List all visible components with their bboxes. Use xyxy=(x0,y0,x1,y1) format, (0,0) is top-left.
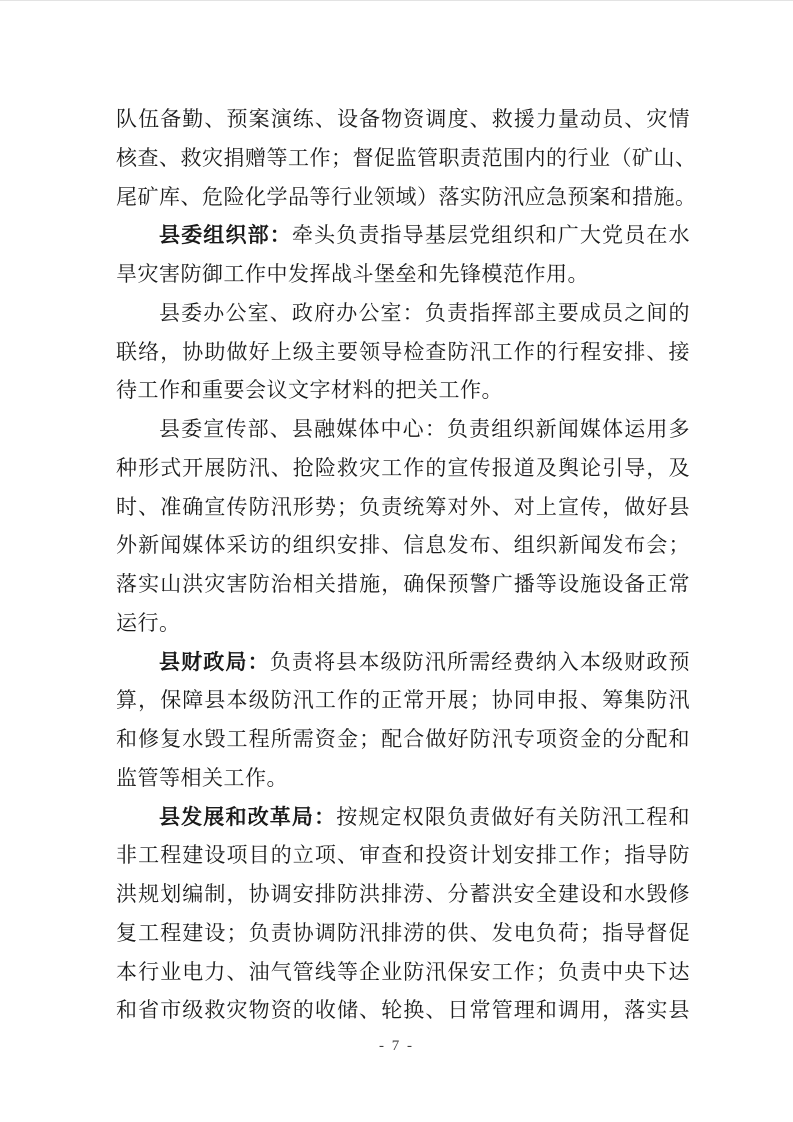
line-text: 旱灾害防御工作中发挥战斗堡垒和先锋模范作用。 xyxy=(116,262,589,286)
text-line xyxy=(116,991,690,1030)
line-text: 落实山洪灾害防治相关措施，确保预警广播等设施设备正常 xyxy=(116,572,690,596)
line-text: 本行业电力、油气管线等企业防汛保安工作；负责中央下达 xyxy=(116,959,690,984)
line-text: 负责将县本级防汛所需经费纳入本级财政预 xyxy=(269,649,691,674)
text-line xyxy=(116,720,690,759)
text-line xyxy=(116,565,690,604)
line-text: 运行。 xyxy=(116,610,181,635)
text-line xyxy=(116,100,690,139)
text-line xyxy=(116,410,690,449)
line-text: 种形式开展防汛、抢险救灾工作的宣传报道及舆论引导，及 xyxy=(116,455,690,480)
line-text: 外新闻媒体采访的组织安排、信息发布、组织新闻发布会； xyxy=(116,533,690,558)
text-line xyxy=(116,371,690,410)
text-line xyxy=(116,681,690,720)
text-line xyxy=(116,914,690,953)
line-text: 县委宣传部、县融媒体中心：负责组织新闻媒体运用多 xyxy=(159,417,690,441)
line-text: 队伍备勤、预案演练、设备物资调度、救援力量动员、灾情 xyxy=(116,107,690,131)
line-text: 县委办公室、政府办公室：负责指挥部主要成员之间的 xyxy=(159,300,690,325)
line-text: 监管等相关工作。 xyxy=(116,765,288,790)
text-line xyxy=(116,255,690,294)
text-line xyxy=(116,216,690,255)
line-text: 尾矿库、危险化学品等行业领域）落实防汛应急预案和措施。 xyxy=(116,184,697,209)
page-footer xyxy=(0,1037,793,1055)
line-bold-prefix: 县财政局： xyxy=(159,649,270,674)
line-text: 算，保障县本级防汛工作的正常开展；协同申报、筹集防汛 xyxy=(116,688,690,713)
line-text: 时、准确宣传防汛形势；负责统筹对外、对上宣传，做好县 xyxy=(116,494,690,519)
text-line xyxy=(116,953,690,992)
line-text: 牵头负责指导基层党组织和广大党员在水 xyxy=(291,223,691,248)
text-line xyxy=(116,604,690,643)
line-text: 和省市级救灾物资的收储、轮换、日常管理和调用，落实县 xyxy=(116,998,690,1023)
line-text: 洪规划编制，协调安排防洪排涝、分蓄洪安全建设和水毁修 xyxy=(116,882,690,906)
line-text: 待工作和重要会议文字材料的把关工作。 xyxy=(116,378,503,403)
text-line xyxy=(116,643,690,682)
line-text: 非工程建设项目的立项、审查和投资计划安排工作；指导防 xyxy=(116,843,690,868)
page-number: - 7 - xyxy=(379,1038,414,1054)
line-text: 按规定权限负责做好有关防汛工程和 xyxy=(336,804,690,829)
text-line xyxy=(116,139,697,178)
line-bold-prefix: 县委组织部： xyxy=(159,223,292,248)
text-line xyxy=(116,798,690,837)
line-text: 和修复水毁工程所需资金；配合做好防汛专项资金的分配和 xyxy=(116,727,690,751)
text-line xyxy=(116,836,690,875)
document-body xyxy=(116,100,697,1030)
text-line xyxy=(116,759,690,798)
text-line xyxy=(116,294,690,333)
text-line xyxy=(116,449,690,488)
line-text: 联络，协助做好上级主要领导检查防汛工作的行程安排、接 xyxy=(116,339,690,364)
text-line xyxy=(116,488,690,527)
line-text: 复工程建设；负责协调防汛排涝的供、发电负荷；指导督促 xyxy=(116,920,690,945)
line-text: 核查、救灾捐赠等工作；督促监管职责范围内的行业（矿山、 xyxy=(116,145,697,170)
text-line xyxy=(116,875,690,914)
text-line xyxy=(116,333,690,372)
text-line xyxy=(116,526,690,565)
line-bold-prefix: 县发展和改革局： xyxy=(159,804,337,829)
text-line xyxy=(116,178,697,217)
